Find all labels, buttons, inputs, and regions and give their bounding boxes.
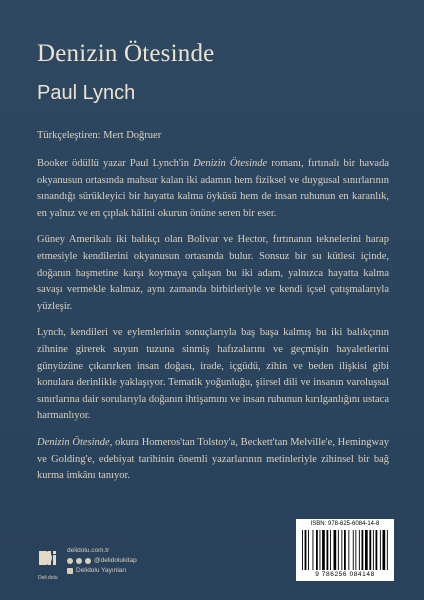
blurb-paragraph-4: Denizin Ötesinde, okura Homeros'tan Tolstoy'a, Beckett'tan Melville'e, Hemingway ve Golding'e, edebiyat tarihinin önemli yazarlarının metinleriyle zihinsel bir bağ kurma imkânı tanıyor. [37,436,389,482]
youtube-icon [67,568,73,574]
twitter-icon [85,558,91,564]
author-name: Paul Lynch [37,82,136,104]
blurb-paragraph-1: Booker ödüllü yazar Paul Lynch'in Denizin Ötesinde romanı, fırtınalı bir havada okyanusun ortasında mahsur kalan iki adamın hem fiziksel ve duygusal sınırlarının sınandığı sürükleyici bir hayatta kalma öyküsü hem de insan ruhunun en karanlık, en yalnız ve en çıplak hâlini okurun önüne seren bir eser. [37,158,389,219]
isbn-barcode [296,519,394,581]
website-link[interactable]: delidolu.com.tr [67,547,110,554]
blurb-paragraph-2: Güney Amerikalı iki balıkçı olan Bolivar ve Hector, fırtınanın teknelerini harap etmesiyle kendilerini okyanusun ortasında bulur. Sonsuz bir su kütlesi içinde, doğanın haşmetine karşı koymaya çalışan bu iki adam, yalnızca hayatta kalma savaşı vermekle kalmaz, aynı zamanda birbirleriyle ve kendi içsel çatışmalarıyla yüzleşir. [37,234,389,312]
translator-credit: Türkçeleştiren: Mert Doğruer [37,130,162,141]
publisher-contact [67,546,137,576]
isbn-label: ISBN: 978-625-6084-14-8 [310,521,380,527]
facebook-icon [67,558,73,564]
publisher-logo [37,548,59,574]
blurb [37,156,389,495]
youtube-channel[interactable]: Delidolu Yayınları [76,567,127,574]
instagram-icon [76,558,82,564]
website-row [67,546,137,556]
youtube-row [67,566,137,576]
book-title: Denizin Ötesinde [37,40,215,67]
barcode-digits: 9 786256 084148 [315,571,375,578]
social-handle[interactable]: @delidolukitap [94,557,137,564]
blurb-paragraph-3: Lynch, kendileri ve eylemlerinin sonuçlarıyla baş başa kalmış bu iki balıkçının zihnine girerek suyun tuzuna sinmiş hafızalarını ve geçmişin hayaletlerini günyüzüne çıkarırken insan doğası, irade, içgüdü, zihin ve beden ilişkisi gibi konulara derinlikle yaklaşıyor. Tematik yoğunluğu, şiirsel dili ve insanın varoluşsal sınırlarına dair sorularıyla doğanın ihtişamını ve insan ruhunun kırılganlığını ustaca harmanlıyor. [37,327,389,422]
social-row [67,556,137,566]
publisher-logo-subtext: Deli dolu [38,575,58,581]
barcode-bars [300,530,390,570]
